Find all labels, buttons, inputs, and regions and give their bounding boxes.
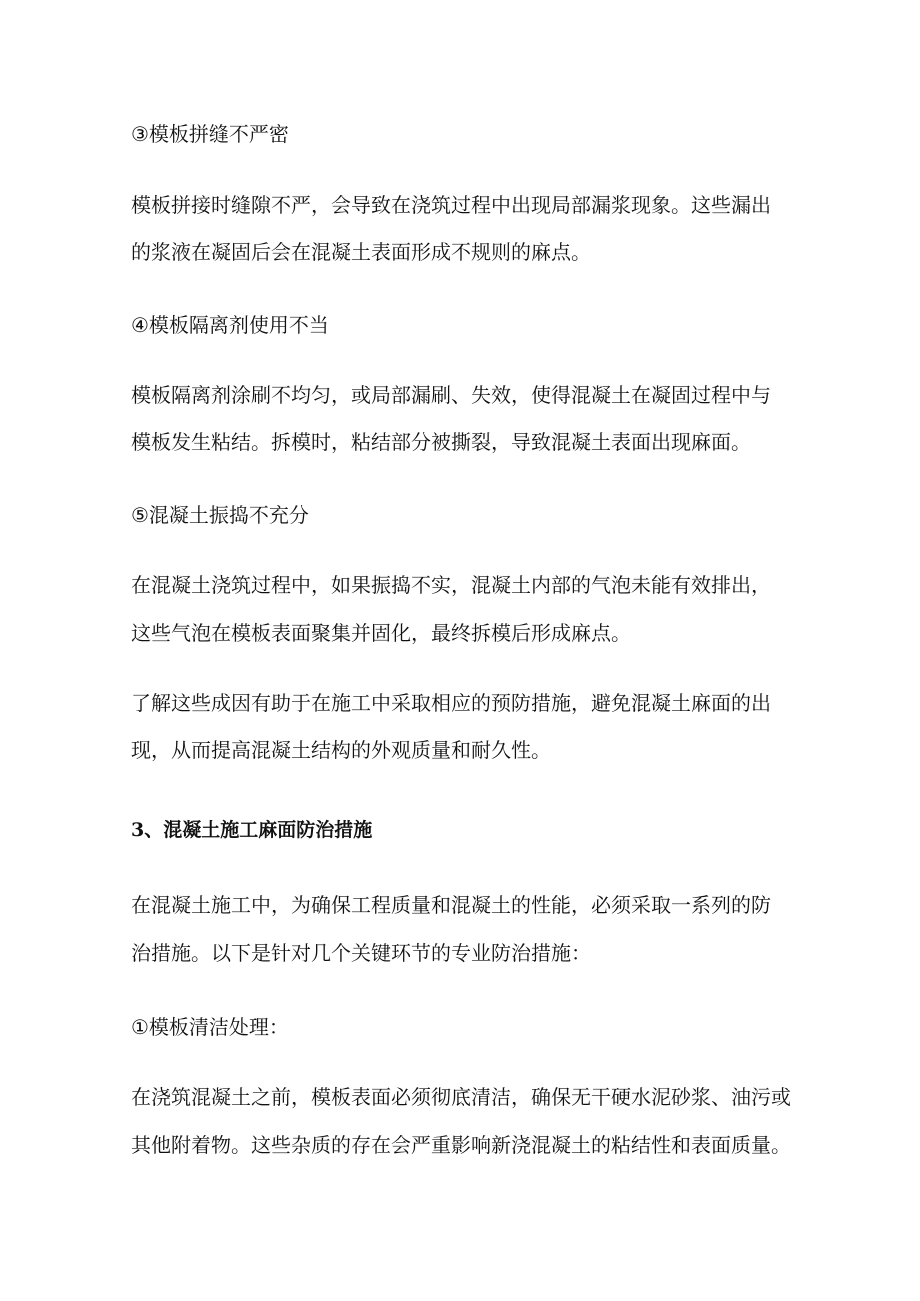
summary-line1: 了解这些成因有助于在施工中采取相应的预防措施，避免混凝土麻面的出 [131, 691, 771, 715]
item3-title: ③模板拼缝不严密 [131, 122, 289, 146]
item4-title: ④模板隔离剂使用不当 [131, 313, 329, 337]
measure1-body-line1: 在浇筑混凝土之前，模板表面必须彻底清洁，确保无干硬水泥砂浆、油污或 [131, 1085, 791, 1109]
measure1-body-line2: 其他附着物。这些杂质的存在会严重影响新浇混凝土的粘结性和表面质量。 [131, 1133, 791, 1157]
item3-body-line1: 模板拼接时缝隙不严，会导致在浇筑过程中出现局部漏浆现象。这些漏出 [131, 193, 771, 217]
item4-body-line1: 模板隔离剂涂刷不均匀，或局部漏刷、失效，使得混凝土在凝固过程中与 [131, 383, 771, 407]
item5-title: ⑤混凝土振捣不充分 [131, 503, 309, 527]
summary-line2: 现，从而提高混凝土结构的外观质量和耐久性。 [131, 738, 551, 762]
item5-body-line2: 这些气泡在模板表面聚集并固化，最终拆模后形成麻点。 [131, 621, 631, 645]
item3-body-line2: 的浆液在凝固后会在混凝土表面形成不规则的麻点。 [131, 240, 591, 264]
section3-intro-line2: 治措施。以下是针对几个关键环节的专业防治措施： [131, 941, 591, 965]
item5-body-line1: 在混凝土浇筑过程中，如果振捣不实，混凝土内部的气泡未能有效排出， [131, 573, 771, 597]
item4-body-line2: 模板发生粘结。拆模时，粘结部分被撕裂，导致混凝土表面出现麻面。 [131, 430, 751, 454]
measure1-title: ①模板清洁处理： [131, 1015, 289, 1039]
section3-intro-line1: 在混凝土施工中，为确保工程质量和混凝土的性能，必须采取一系列的防 [131, 893, 771, 917]
section3-heading: 3、混凝土施工麻面防治措施 [131, 819, 373, 841]
